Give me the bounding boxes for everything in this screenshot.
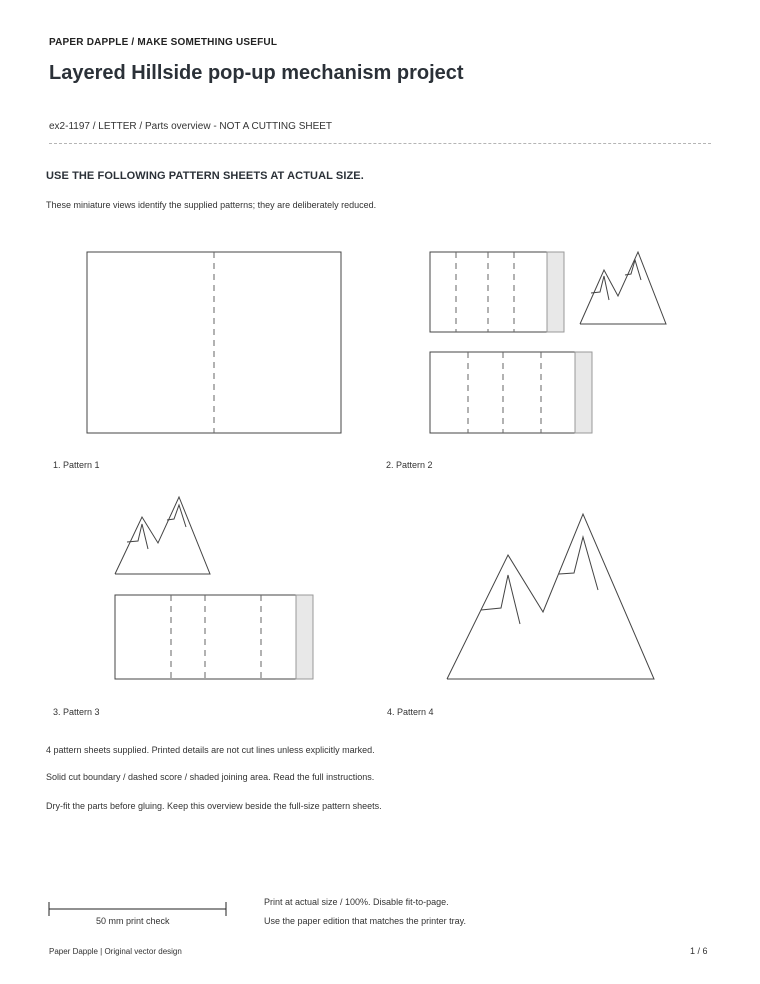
pattern-4-caption: 4. Pattern 4 (387, 707, 434, 717)
pattern-3-caption: 3. Pattern 3 (53, 707, 100, 717)
footer-credit: Paper Dapple | Original vector design (49, 947, 182, 956)
pattern-1-thumbnail (87, 252, 341, 433)
pattern-4-thumbnail (447, 514, 654, 679)
scale-bar (49, 902, 226, 916)
pattern-1-caption: 1. Pattern 1 (53, 460, 100, 470)
pattern-2-caption: 2. Pattern 2 (386, 460, 433, 470)
page-title: Layered Hillside pop-up mechanism project (49, 62, 464, 84)
section-heading: USE THE FOLLOWING PATTERN SHEETS AT ACTUAL SIZE. (46, 170, 364, 182)
scale-bar-label: 50 mm print check (96, 916, 170, 926)
note-dry-fit: Dry-fit the parts before gluing. Keep this overview beside the full-size pattern sheets. (46, 801, 382, 811)
paper-instruction: Use the paper edition that matches the printer tray. (264, 916, 466, 926)
brand-breadcrumb: PAPER DAPPLE / MAKE SOMETHING USEFUL (49, 37, 278, 48)
section-intro: These miniature views identify the supplied patterns; they are deliberately reduced. (46, 200, 377, 210)
pattern-2-thumbnail (430, 252, 666, 433)
note-sheets-supplied: 4 pattern sheets supplied. Printed details are not cut lines unless explicitly marked. (46, 745, 375, 755)
page-number: 1 / 6 (690, 946, 708, 956)
note-line-legend: Solid cut boundary / dashed score / shaded joining area. Read the full instructions. (46, 772, 375, 782)
pattern-3-thumbnail (115, 497, 313, 679)
print-instruction: Print at actual size / 100%. Disable fit-to-page. (264, 897, 449, 907)
document-meta: ex2-1197 / LETTER / Parts overview - NOT A CUTTING SHEET (49, 121, 333, 132)
